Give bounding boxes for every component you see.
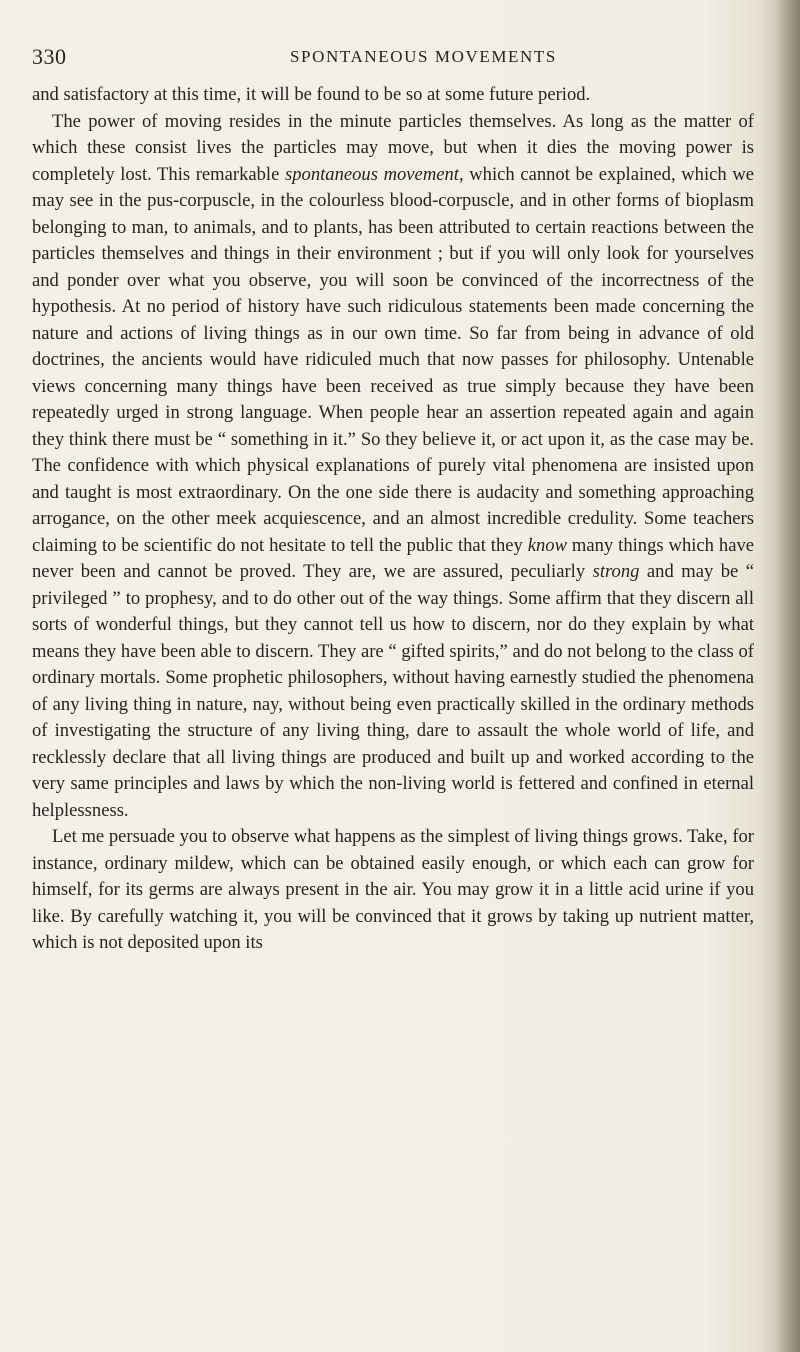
italic-phrase: strong: [592, 561, 640, 582]
page-edge-shadow: [774, 0, 800, 1352]
text-run: and may be “ privileged ” to prophesy, and to do other out of the way things. Some affirm that they discern all sorts of wonderful things, but they cannot tell us how to discern, nor do they explain by what means they have been able to discern. They are “ gifted spirits,” and do not belong to the class of ordinary mortals. Some prophetic philosophers, without having earnestly studied the phenomena of any living thing in nature, nay, without being even practically skilled in the ordinary methods of investigating the structure of any living thing, dare to assault the whole world of life, and recklessly declare that all living things are produced and built up and worked according to the very same principles and laws by which the non-living world is fettered and confined in eternal helplessness.: [32, 561, 754, 821]
italic-phrase: spontaneous movement: [284, 163, 459, 185]
italic-phrase: know: [527, 534, 567, 556]
page-header: [32, 44, 732, 74]
paragraph-2: [32, 109, 754, 825]
page-number: 330: [32, 44, 67, 69]
text-run: and satisfactory at this time, it will be found to be so at some future period.: [32, 84, 591, 105]
paragraph-1: [32, 82, 754, 109]
text-run: many things which have never been and cannot be proved. They are, we are assured, peculiarly: [32, 534, 755, 582]
body-text: [32, 82, 754, 957]
text-run: The power of moving resides in the minute particles themselves. As long as the matter of which these consist lives the particles may move, but when it dies the moving power is completely lost. This remarkable: [32, 110, 754, 185]
running-title: SPONTANEOUS MOVEMENTS: [290, 47, 557, 66]
text-run: , which cannot be explained, which we may see in the pus-corpuscle, in the colourless blood-corpuscle, and in other forms of bioplasm belonging to man, to animals, and to plants, has been attributed to certain reactions between the particles themselves and things in their environment ; but if you will only look for yourselves and ponder over what you observe, you will soon be convinced of the incorrectness of the hypothesis. At no period of history have such ridiculous statements been made concerning the nature and actions of living things as in our own time. So far from being in advance of old doctrines, the ancients would have ridiculed much that now passes for philosophy. Untenable views concerning many things have been received as true simply because they have been repeatedly urged in strong language. When people hear an assertion repeated again and again they think there must be “ something in it.” So they believe it, or act upon it, as the case may be. The confidence with which physical explanations of purely vital phenomena are insisted upon and taught is most extraordinary. On the one side there is audacity and something approaching arrogance, on the other meek acquiescence, and an almost incredible credulity. Some teachers claiming to be scientific do not hesitate to tell the public that they: [32, 163, 754, 556]
paragraph-3: [32, 824, 754, 957]
text-run: Let me persuade you to observe what happens as the simplest of living things grows. Take, for instance, ordinary mildew, which can be obtained easily enough, or which each can grow for himself, for its germs are always present in the air. You may grow it in a little acid urine if you like. By carefully watching it, you will be convinced that it grows by taking up nutrient matter, which is not deposited upon its: [32, 826, 754, 953]
